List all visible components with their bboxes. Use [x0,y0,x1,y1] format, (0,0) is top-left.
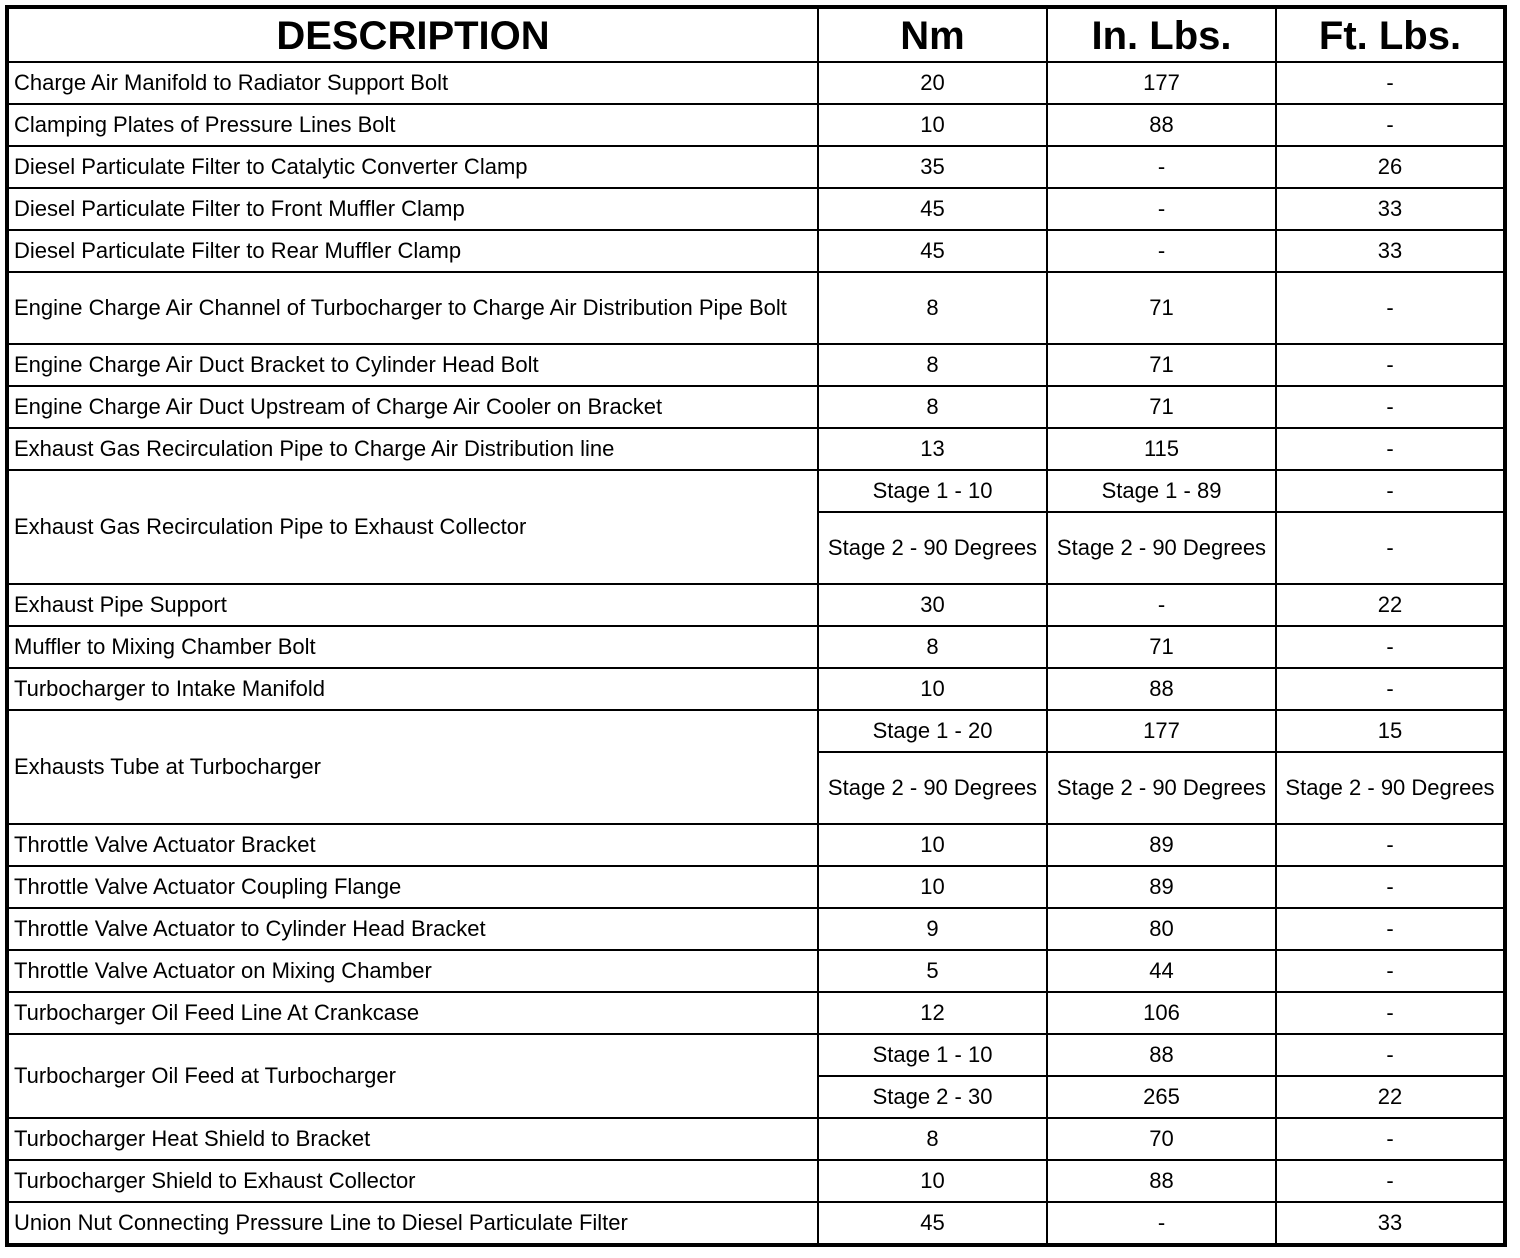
table-row [7,584,1505,626]
ft-lbs-cell: 26 [1276,146,1505,188]
table-row [7,626,1505,668]
description-cell: Exhaust Pipe Support [7,584,818,626]
in-lbs-cell: - [1047,188,1276,230]
header-ft-lbs: Ft. Lbs. [1276,7,1505,62]
description-cell: Engine Charge Air Channel of Turbocharger to Charge Air Distribution Pipe Bolt [7,272,818,344]
ft-lbs-cell: - [1276,428,1505,470]
in-lbs-cell: 71 [1047,626,1276,668]
ft-lbs-cell: - [1276,992,1505,1034]
ft-lbs-cell: 33 [1276,1202,1505,1245]
description-cell: Turbocharger Shield to Exhaust Collector [7,1160,818,1202]
in-lbs-stage1-cell: Stage 1 - 89 [1047,470,1276,512]
table-row [7,272,1505,344]
ft-lbs-stage2-cell: Stage 2 - 90 Degrees [1276,752,1505,824]
in-lbs-stage2-cell: Stage 2 - 90 Degrees [1047,512,1276,584]
nm-cell: 8 [818,1118,1047,1160]
description-cell: Exhaust Gas Recirculation Pipe to Charge Air Distribution line [7,428,818,470]
in-lbs-cell: 71 [1047,344,1276,386]
header-description: DESCRIPTION [7,7,818,62]
in-lbs-cell: - [1047,230,1276,272]
ft-lbs-stage2-cell: - [1276,512,1505,584]
table-row [7,908,1505,950]
nm-stage2-cell: Stage 2 - 90 Degrees [818,512,1047,584]
description-cell: Charge Air Manifold to Radiator Support Bolt [7,62,818,104]
in-lbs-cell: 71 [1047,386,1276,428]
nm-cell: 10 [818,824,1047,866]
table-row [7,428,1505,470]
table-row [7,992,1505,1034]
table-row [7,1202,1505,1245]
nm-cell: 45 [818,188,1047,230]
ft-lbs-cell: - [1276,950,1505,992]
ft-lbs-cell: - [1276,344,1505,386]
nm-cell: 10 [818,866,1047,908]
ft-lbs-cell: 33 [1276,230,1505,272]
nm-cell: 8 [818,626,1047,668]
table-row [7,710,1505,752]
ft-lbs-cell: - [1276,668,1505,710]
in-lbs-cell: - [1047,1202,1276,1245]
ft-lbs-cell: 22 [1276,584,1505,626]
description-cell: Turbocharger Oil Feed Line At Crankcase [7,992,818,1034]
ft-lbs-stage2-cell: 22 [1276,1076,1505,1118]
table-row [7,344,1505,386]
description-cell: Exhausts Tube at Turbocharger [7,710,818,824]
ft-lbs-cell: - [1276,824,1505,866]
table-row [7,1160,1505,1202]
nm-cell: 45 [818,1202,1047,1245]
in-lbs-cell: 80 [1047,908,1276,950]
nm-cell: 8 [818,272,1047,344]
description-cell: Throttle Valve Actuator Bracket [7,824,818,866]
ft-lbs-stage1-cell: 15 [1276,710,1505,752]
in-lbs-cell: 71 [1047,272,1276,344]
nm-stage2-cell: Stage 2 - 30 [818,1076,1047,1118]
in-lbs-cell: 106 [1047,992,1276,1034]
description-cell: Diesel Particulate Filter to Rear Muffler Clamp [7,230,818,272]
table-row [7,386,1505,428]
nm-cell: 30 [818,584,1047,626]
description-cell: Throttle Valve Actuator on Mixing Chamber [7,950,818,992]
nm-stage2-cell: Stage 2 - 90 Degrees [818,752,1047,824]
description-cell: Muffler to Mixing Chamber Bolt [7,626,818,668]
in-lbs-cell: 70 [1047,1118,1276,1160]
in-lbs-cell: 89 [1047,866,1276,908]
in-lbs-stage2-cell: Stage 2 - 90 Degrees [1047,752,1276,824]
torque-spec-table [5,5,1507,1247]
nm-cell: 20 [818,62,1047,104]
nm-stage1-cell: Stage 1 - 10 [818,470,1047,512]
nm-cell: 10 [818,1160,1047,1202]
table-row [7,62,1505,104]
nm-cell: 9 [818,908,1047,950]
ft-lbs-cell: - [1276,386,1505,428]
ft-lbs-cell: - [1276,104,1505,146]
in-lbs-cell: - [1047,146,1276,188]
in-lbs-cell: 115 [1047,428,1276,470]
ft-lbs-stage1-cell: - [1276,470,1505,512]
in-lbs-cell: 88 [1047,104,1276,146]
in-lbs-cell: 44 [1047,950,1276,992]
table-row [7,470,1505,512]
nm-cell: 10 [818,104,1047,146]
ft-lbs-cell: - [1276,908,1505,950]
nm-cell: 13 [818,428,1047,470]
ft-lbs-cell: - [1276,626,1505,668]
ft-lbs-stage1-cell: - [1276,1034,1505,1076]
table-row [7,950,1505,992]
header-row [7,7,1505,62]
header-in-lbs: In. Lbs. [1047,7,1276,62]
description-cell: Turbocharger to Intake Manifold [7,668,818,710]
ft-lbs-cell: - [1276,62,1505,104]
description-cell: Union Nut Connecting Pressure Line to Diesel Particulate Filter [7,1202,818,1245]
in-lbs-cell: 89 [1047,824,1276,866]
table-row [7,1118,1505,1160]
nm-cell: 8 [818,386,1047,428]
nm-cell: 45 [818,230,1047,272]
ft-lbs-cell: 33 [1276,188,1505,230]
nm-cell: 8 [818,344,1047,386]
ft-lbs-cell: - [1276,1118,1505,1160]
description-cell: Exhaust Gas Recirculation Pipe to Exhaust Collector [7,470,818,584]
in-lbs-stage1-cell: 177 [1047,710,1276,752]
table-row [7,188,1505,230]
table-row [7,866,1505,908]
description-cell: Engine Charge Air Duct Bracket to Cylinder Head Bolt [7,344,818,386]
table-row [7,146,1505,188]
nm-cell: 5 [818,950,1047,992]
in-lbs-cell: 88 [1047,668,1276,710]
table-row [7,668,1505,710]
nm-stage1-cell: Stage 1 - 10 [818,1034,1047,1076]
table-row [7,824,1505,866]
in-lbs-cell: - [1047,584,1276,626]
table-row [7,104,1505,146]
description-cell: Throttle Valve Actuator to Cylinder Head Bracket [7,908,818,950]
description-cell: Turbocharger Oil Feed at Turbocharger [7,1034,818,1118]
description-cell: Diesel Particulate Filter to Front Muffler Clamp [7,188,818,230]
nm-cell: 12 [818,992,1047,1034]
nm-stage1-cell: Stage 1 - 20 [818,710,1047,752]
ft-lbs-cell: - [1276,1160,1505,1202]
nm-cell: 10 [818,668,1047,710]
description-cell: Turbocharger Heat Shield to Bracket [7,1118,818,1160]
in-lbs-cell: 177 [1047,62,1276,104]
description-cell: Throttle Valve Actuator Coupling Flange [7,866,818,908]
table-row [7,1034,1505,1076]
description-cell: Engine Charge Air Duct Upstream of Charge Air Cooler on Bracket [7,386,818,428]
in-lbs-stage1-cell: 88 [1047,1034,1276,1076]
table-row [7,230,1505,272]
ft-lbs-cell: - [1276,866,1505,908]
in-lbs-cell: 88 [1047,1160,1276,1202]
in-lbs-stage2-cell: 265 [1047,1076,1276,1118]
description-cell: Diesel Particulate Filter to Catalytic Converter Clamp [7,146,818,188]
ft-lbs-cell: - [1276,272,1505,344]
nm-cell: 35 [818,146,1047,188]
description-cell: Clamping Plates of Pressure Lines Bolt [7,104,818,146]
header-nm: Nm [818,7,1047,62]
